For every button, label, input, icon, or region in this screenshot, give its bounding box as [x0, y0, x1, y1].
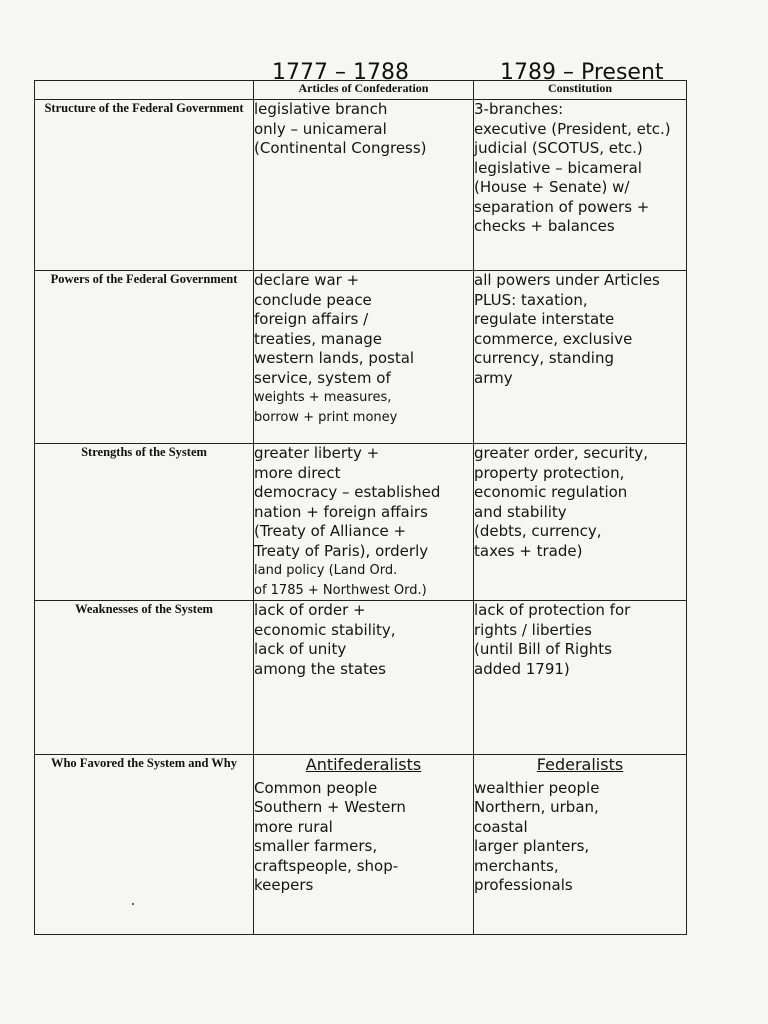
- handwritten-line: Northern, urban,: [474, 798, 599, 816]
- handwritten-line: service, system of: [254, 368, 391, 387]
- handwritten-line: weights + measures,: [254, 390, 392, 405]
- handwritten-line: western lands, postal: [254, 349, 415, 367]
- handwritten-line: Treaty of Paris), orderly: [254, 541, 429, 560]
- handwritten-line: (Treaty of Alliance +: [254, 522, 407, 540]
- handwritten-line: executive (President, etc.): [474, 119, 671, 138]
- antifederalists-heading: Antifederalists: [305, 755, 422, 774]
- handwritten-line: (Continental Congress): [254, 139, 427, 157]
- handwritten-line: wealthier people: [474, 778, 600, 797]
- table-row: [35, 601, 687, 755]
- handwritten-line: foreign affairs /: [254, 310, 369, 328]
- table-row: [35, 100, 687, 271]
- handwritten-line: regulate interstate: [474, 310, 615, 328]
- handwritten-line: currency, standing: [474, 349, 615, 367]
- handwritten-line: smaller farmers,: [254, 837, 378, 855]
- constitution-years-annotation: 1789 – Present: [500, 60, 664, 85]
- articles-years-annotation: 1777 – 1788: [272, 60, 409, 85]
- handwritten-line: legislative – bicameral: [474, 158, 642, 177]
- articles-strengths-cell: [254, 444, 474, 601]
- articles-structure-cell: [254, 100, 474, 271]
- articles-powers-cell: [254, 271, 474, 444]
- handwritten-line: professionals: [474, 876, 573, 894]
- handwritten-line: (House + Senate) w/: [474, 178, 630, 196]
- row-label-who-favored: Who Favored the System and Why: [35, 755, 254, 935]
- blank-header-cell: [35, 81, 254, 100]
- handwritten-line: 3-branches:: [474, 100, 564, 118]
- constitution-strengths-cell: [474, 444, 687, 601]
- handwritten-line: greater order, security,: [474, 444, 649, 462]
- handwritten-line: only – unicameral: [254, 119, 387, 138]
- handwritten-line: Common people: [254, 778, 378, 797]
- table-row: [35, 755, 687, 935]
- handwritten-line: economic stability,: [254, 620, 396, 639]
- handwritten-line: larger planters,: [474, 837, 590, 855]
- federalists-heading: Federalists: [536, 755, 624, 774]
- handwritten-line: Southern + Western: [254, 798, 406, 816]
- handwritten-line: lack of order +: [254, 601, 366, 619]
- row-label-powers: Powers of the Federal Government: [35, 271, 254, 444]
- handwritten-line: rights / liberties: [474, 620, 592, 639]
- articles-who-favored-cell: [254, 755, 474, 935]
- header-row: [35, 81, 687, 100]
- handwritten-line: and stability: [474, 502, 567, 521]
- articles-weaknesses-cell: [254, 601, 474, 755]
- handwritten-line: checks + balances: [474, 217, 615, 235]
- handwritten-line: among the states: [254, 659, 386, 678]
- handwritten-line: lack of protection for: [474, 601, 631, 619]
- table-row: [35, 444, 687, 601]
- handwritten-line: economic regulation: [474, 483, 628, 501]
- handwritten-line: separation of powers +: [474, 197, 650, 216]
- handwritten-line: all powers under Articles: [474, 271, 660, 289]
- handwritten-line: judicial (SCOTUS, etc.): [474, 139, 643, 157]
- row-label-weaknesses: Weaknesses of the System: [35, 601, 254, 755]
- handwritten-line: of 1785 + Northwest Ord.): [254, 582, 427, 598]
- handwritten-line: more direct: [254, 463, 341, 482]
- handwritten-line: nation + foreign affairs: [254, 502, 428, 521]
- handwritten-line: more rural: [254, 817, 333, 836]
- handwritten-line: merchants,: [474, 856, 559, 875]
- constitution-header: Constitution: [474, 81, 687, 100]
- handwritten-line: lack of unity: [254, 640, 347, 658]
- handwritten-line: army: [474, 368, 513, 387]
- handwritten-line: democracy – established: [254, 483, 441, 501]
- handwritten-line: property protection,: [474, 463, 625, 482]
- handwritten-line: (debts, currency,: [474, 522, 602, 540]
- handwritten-line: declare war +: [254, 271, 360, 289]
- handwritten-line: keepers: [254, 876, 314, 894]
- constitution-who-favored-cell: [474, 755, 687, 935]
- handwritten-line: land policy (Land Ord.: [254, 563, 398, 578]
- constitution-structure-cell: [474, 100, 687, 271]
- table-row: [35, 271, 687, 444]
- handwritten-line: greater liberty +: [254, 444, 380, 462]
- handwritten-line: commerce, exclusive: [474, 329, 633, 348]
- constitution-weaknesses-cell: [474, 601, 687, 755]
- articles-header: Articles of Confederation: [254, 81, 474, 100]
- handwritten-line: added 1791): [474, 659, 570, 678]
- handwritten-line: craftspeople, shop-: [254, 856, 399, 875]
- constitution-powers-cell: [474, 271, 687, 444]
- handwritten-line: conclude peace: [254, 290, 372, 309]
- handwritten-line: treaties, manage: [254, 329, 383, 348]
- handwritten-line: borrow + print money: [254, 409, 398, 425]
- handwritten-line: taxes + trade): [474, 541, 583, 560]
- stray-mark: [132, 903, 134, 905]
- row-label-structure: Structure of the Federal Government: [35, 100, 254, 271]
- handwritten-line: legislative branch: [254, 100, 388, 118]
- handwritten-line: PLUS: taxation,: [474, 290, 588, 309]
- handwritten-line: (until Bill of Rights: [474, 640, 612, 658]
- handwritten-line: coastal: [474, 817, 528, 836]
- comparison-table: [34, 80, 687, 935]
- row-label-strengths: Strengths of the System: [35, 444, 254, 601]
